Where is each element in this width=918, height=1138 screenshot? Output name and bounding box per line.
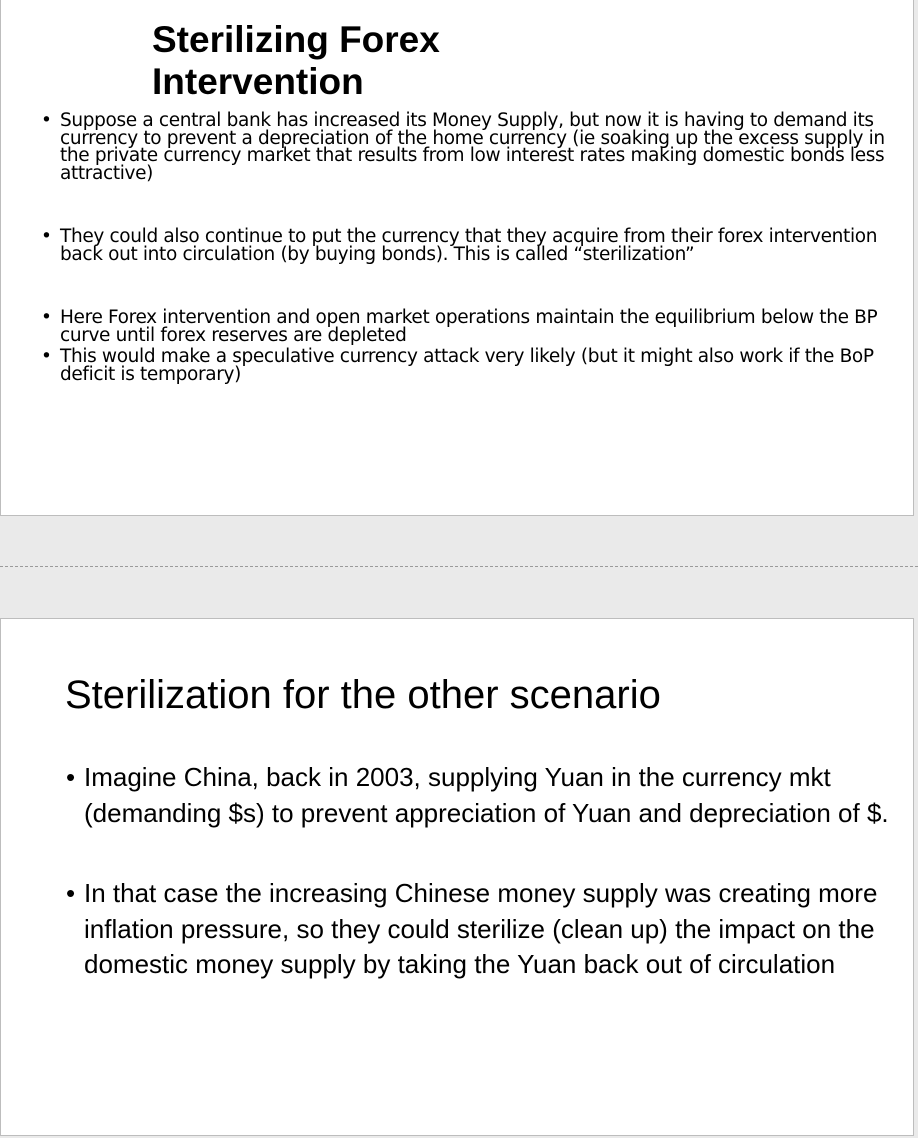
- bullet-icon: •: [41, 110, 52, 131]
- bullet-icon: •: [41, 346, 52, 367]
- slide-1-bullet: [38, 112, 898, 182]
- bullet-text: They could also continue to put the currency that they acquire from their forex intervention back out into circulation (by buying bonds). This is called “sterilization”: [60, 226, 878, 265]
- bullet-text: Suppose a central bank has increased its Money Supply, but now it is having to demand its currency to prevent a depreciation of the home currency (ie soaking up the excess supply in the private currency market that results from low interest rates making domestic bonds less attractive): [60, 110, 885, 184]
- slide-2-bullet: [64, 760, 894, 831]
- bullet-text: This would make a speculative currency attack very likely (but it might also work if the BoP deficit is temporary): [60, 346, 874, 385]
- bullet-text: In that case the increasing Chinese money supply was creating more inflation pressure, so they could sterilize (clean up) the impact on the domestic money supply by taking the Yuan back out of circulation: [84, 878, 878, 979]
- slide-2-title: Sterilization for the other scenario: [65, 673, 661, 717]
- slide-1-title: Sterilizing Forex Intervention: [152, 19, 440, 102]
- bullet-icon: •: [66, 762, 76, 792]
- bullet-icon: •: [41, 307, 52, 328]
- bullet-icon: •: [66, 878, 76, 908]
- slide-2-bullet: [64, 876, 894, 983]
- slide-1-bullet-list: [38, 112, 898, 383]
- bullet-icon: •: [41, 226, 52, 247]
- slide-1-bullet: [38, 348, 898, 383]
- slide-divider: [0, 566, 918, 567]
- slide-1-bullet: [38, 309, 898, 344]
- bullet-text: Imagine China, back in 2003, supplying Yuan in the currency mkt (demanding $s) to prevent appreciation of Yuan and depreciation of $.: [84, 762, 889, 828]
- slide-1-bullet: [38, 228, 898, 263]
- slide-2-bullet-list: [64, 760, 894, 983]
- bullet-text: Here Forex intervention and open market operations maintain the equilibrium below the BP curve until forex reserves are depleted: [60, 307, 878, 346]
